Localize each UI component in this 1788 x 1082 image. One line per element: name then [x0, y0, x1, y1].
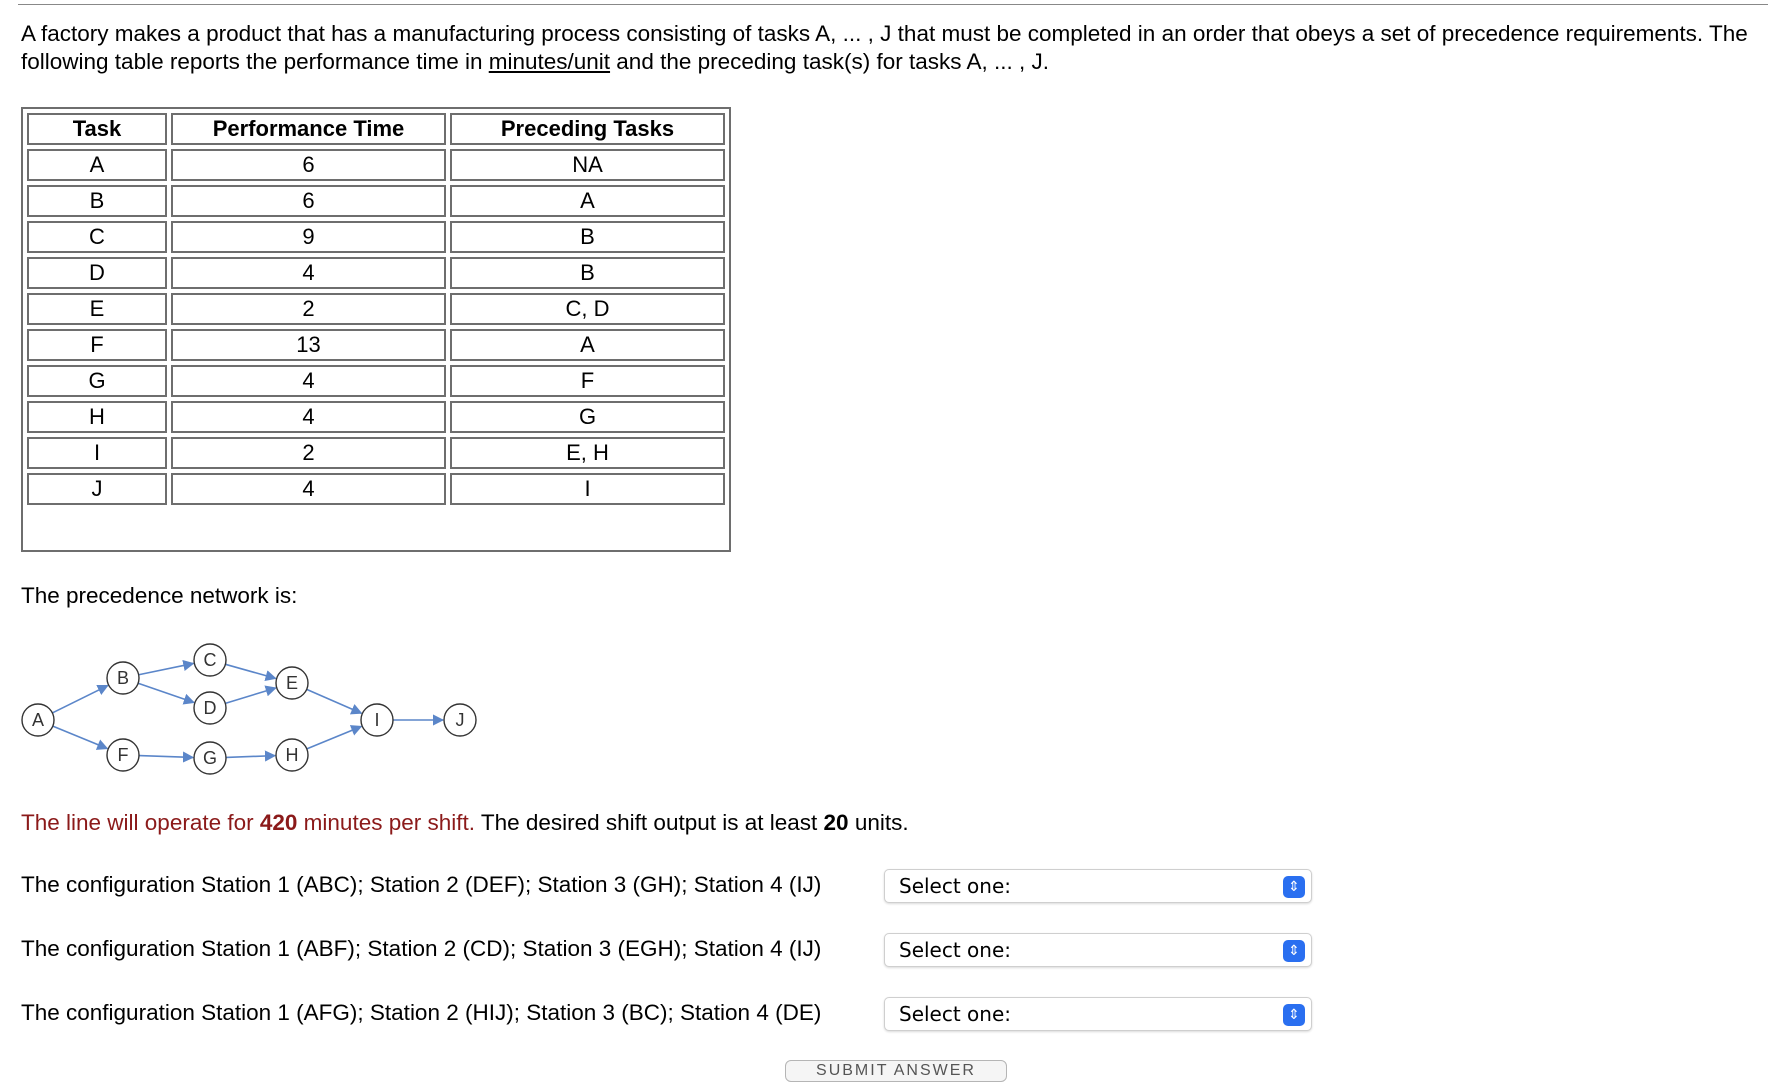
- question-text: The configuration Station 1 (ABF); Station 2 (CD); Station 3 (EGH); Station 4 (IJ): [21, 936, 822, 961]
- table-row: [27, 473, 725, 505]
- task-cell: B: [27, 185, 167, 217]
- time-cell: 2: [171, 293, 446, 325]
- node-g: [194, 742, 226, 774]
- edge-C-E-arrow: [225, 664, 275, 678]
- line-end: units.: [848, 810, 909, 835]
- precedence-network-diagram: [0, 635, 520, 785]
- time-cell: 4: [171, 401, 446, 433]
- edge-H-I-arrow: [307, 726, 361, 748]
- node-j: [444, 704, 476, 736]
- node-f: [107, 739, 139, 771]
- question-text: The configuration Station 1 (AFG); Station 2 (HIJ); Station 3 (BC); Station 4 (DE): [21, 1000, 822, 1025]
- task-table-frame: [21, 107, 731, 552]
- preceding-cell: F: [450, 365, 725, 397]
- preceding-cell: B: [450, 221, 725, 253]
- node-i: [361, 704, 393, 736]
- task-cell: I: [27, 437, 167, 469]
- node-label: D: [203, 698, 217, 718]
- units-value: 20: [823, 810, 849, 835]
- problem-intro: [21, 20, 1761, 76]
- node-label: A: [31, 710, 45, 730]
- task-table: [23, 109, 729, 509]
- preceding-cell: A: [450, 329, 725, 361]
- node-label: B: [116, 668, 130, 688]
- node-b: [107, 662, 139, 694]
- line-operation-info: [21, 810, 909, 836]
- edge-E-I-arrow: [307, 689, 362, 713]
- question-row: [21, 872, 821, 898]
- table-row: [27, 437, 725, 469]
- question-row: [21, 1000, 821, 1026]
- table-row: [27, 257, 725, 289]
- configuration-select-3[interactable]: [884, 997, 1312, 1031]
- node-label: H: [285, 745, 299, 765]
- time-cell: 4: [171, 365, 446, 397]
- minutes-value: 420: [259, 810, 298, 835]
- time-cell: 2: [171, 437, 446, 469]
- line-suffix: The desired shift output is at least: [475, 810, 824, 835]
- table-row: [27, 293, 725, 325]
- edge-A-B-arrow: [52, 686, 107, 713]
- preceding-cell: NA: [450, 149, 725, 181]
- node-label: I: [374, 710, 380, 730]
- task-cell: A: [27, 149, 167, 181]
- node-label: F: [117, 745, 129, 765]
- intro-text-end: and the preceding task(s) for tasks A, ... , J.: [610, 49, 1049, 74]
- configuration-select-2[interactable]: [884, 933, 1312, 967]
- task-cell: J: [27, 473, 167, 505]
- question-text: The configuration Station 1 (ABC); Station 2 (DEF); Station 3 (GH); Station 4 (IJ): [21, 872, 822, 897]
- submit-answer-button[interactable]: SUBMIT ANSWER: [785, 1060, 1007, 1082]
- node-label: C: [203, 650, 217, 670]
- table-header-row: [27, 113, 725, 145]
- time-cell: 6: [171, 149, 446, 181]
- header-preceding-tasks: Preceding Tasks: [450, 113, 725, 145]
- table-row: [27, 185, 725, 217]
- node-d: [194, 692, 226, 724]
- updown-chevron-icon: ⇕: [1283, 1004, 1305, 1026]
- preceding-cell: E, H: [450, 437, 725, 469]
- network-title: The precedence network is:: [21, 583, 298, 608]
- edge-B-C-arrow: [139, 663, 194, 674]
- node-label: G: [202, 748, 218, 768]
- task-cell: F: [27, 329, 167, 361]
- preceding-cell: I: [450, 473, 725, 505]
- time-cell: 9: [171, 221, 446, 253]
- edge-D-E-arrow: [225, 688, 275, 703]
- updown-chevron-icon: ⇕: [1283, 876, 1305, 898]
- task-cell: G: [27, 365, 167, 397]
- select-placeholder: Select one:: [899, 938, 1012, 962]
- node-c: [194, 644, 226, 676]
- task-cell: E: [27, 293, 167, 325]
- time-cell: 13: [171, 329, 446, 361]
- configuration-select-1[interactable]: [884, 869, 1312, 903]
- table-row: [27, 221, 725, 253]
- table-row: [27, 401, 725, 433]
- select-placeholder: Select one:: [899, 874, 1012, 898]
- table-row: [27, 365, 725, 397]
- header-performance-time: Performance Time: [171, 113, 446, 145]
- edge-B-D-arrow: [138, 683, 194, 702]
- node-label: E: [285, 673, 299, 693]
- question-row: [21, 936, 821, 962]
- node-h: [276, 739, 308, 771]
- edge-F-G-arrow: [139, 756, 193, 758]
- preceding-cell: C, D: [450, 293, 725, 325]
- edge-G-H-arrow: [226, 756, 275, 758]
- time-cell: 4: [171, 473, 446, 505]
- task-cell: D: [27, 257, 167, 289]
- updown-chevron-icon: ⇕: [1283, 940, 1305, 962]
- task-cell: C: [27, 221, 167, 253]
- top-divider: [18, 4, 1768, 5]
- time-cell: 4: [171, 257, 446, 289]
- node-e: [276, 667, 308, 699]
- node-label: J: [455, 710, 465, 730]
- line-middle: minutes per shift.: [297, 810, 475, 835]
- table-row: [27, 149, 725, 181]
- task-cell: H: [27, 401, 167, 433]
- edge-A-F-arrow: [53, 726, 107, 748]
- line-prefix: The line will operate for: [21, 810, 260, 835]
- preceding-cell: G: [450, 401, 725, 433]
- table-row: [27, 329, 725, 361]
- units-link[interactable]: minutes/unit: [488, 49, 611, 74]
- time-cell: 6: [171, 185, 446, 217]
- preceding-cell: A: [450, 185, 725, 217]
- select-placeholder: Select one:: [899, 1002, 1012, 1026]
- intro-text: A factory makes a product that has a manufacturing process consisting of tasks A, ... , J that must be completed in an order that obeys a set of precedence requirements. The following table reports the performance time in: [21, 21, 1748, 74]
- node-a: [22, 704, 54, 736]
- preceding-cell: B: [450, 257, 725, 289]
- header-task: Task: [27, 113, 167, 145]
